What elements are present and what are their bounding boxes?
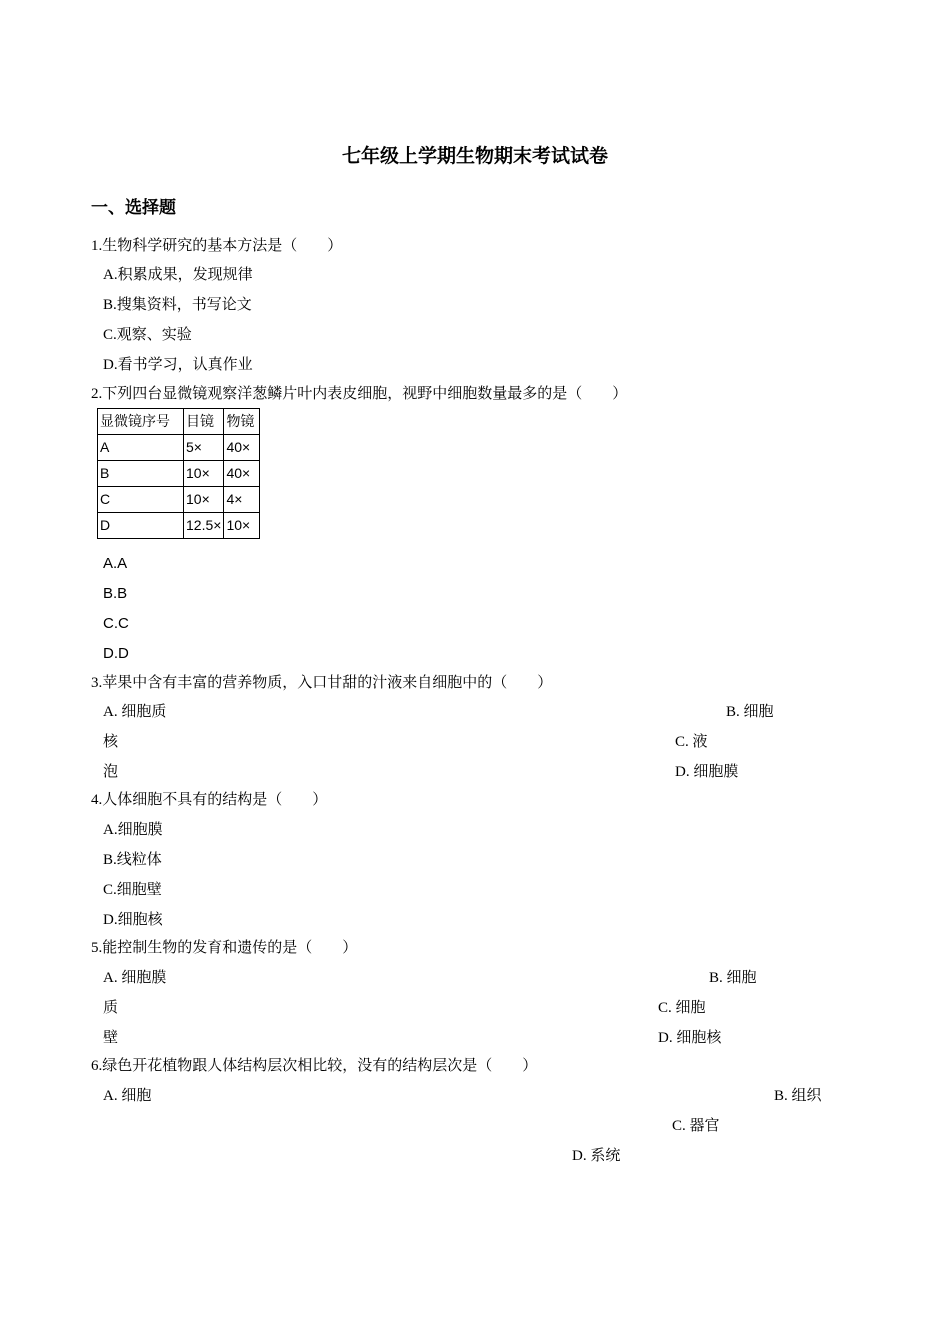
question-1-option-c: C.观察、实验 [103,327,192,343]
question-4-option-c: C.细胞壁 [103,882,162,898]
table-cell: 10× [184,487,224,513]
table-cell: 12.5× [184,513,224,539]
table-cell: 40× [224,461,260,487]
question-2-stem: 2.下列四台显微镜观察洋葱鳞片叶内表皮细胞，视野中细胞数量最多的是（ ） [91,386,628,402]
table-row [98,487,260,513]
table-row [98,461,260,487]
question-4-option-b: B.线粒体 [103,852,162,868]
question-2-option-b: B.B [103,585,128,602]
table-cell: 10× [184,461,224,487]
question-3-stem: 3.苹果中含有丰富的营养物质，入口甘甜的汁液来自细胞中的（ ） [91,675,553,691]
question-6-stem: 6.绿色开花植物跟人体结构层次相比较，没有的结构层次是（ ） [91,1058,538,1074]
table-row [98,435,260,461]
question-1-stem: 1.生物科学研究的基本方法是（ ） [91,238,343,254]
question-1-option-b: B.搜集资料，书写论文 [103,297,252,313]
table-cell: C [98,487,184,513]
table-header-cell: 显微镜序号 [98,409,184,435]
question-2-option-a: A.A [103,555,128,572]
question-3-option-a: A. 细胞质 [103,704,167,720]
table-header-cell: 物镜 [224,409,260,435]
question-1-option-a: A.积累成果，发现规律 [103,267,253,283]
question-6-option-c: C. 器官 [672,1118,720,1134]
question-4-option-d: D.细胞核 [103,912,163,928]
question-3-option-b: B. 细胞 [726,704,774,720]
question-5-option-c-wrap: 壁 [103,1030,119,1046]
table-header-row [98,409,260,435]
question-5-option-d: D. 细胞核 [658,1030,722,1046]
table-cell: 40× [224,435,260,461]
table-cell: 4× [224,487,260,513]
table-header-cell: 目镜 [184,409,224,435]
table-cell: 5× [184,435,224,461]
question-5-option-b: B. 细胞 [709,970,757,986]
microscope-table [97,408,260,539]
question-4-stem: 4.人体细胞不具有的结构是（ ） [91,792,328,808]
page-title: 七年级上学期生物期末考试试卷 [341,146,608,167]
table-row [98,513,260,539]
question-3-option-c-wrap: 泡 [103,764,119,780]
table-cell: 10× [224,513,260,539]
question-5-option-c: C. 细胞 [658,1000,706,1016]
table-cell: B [98,461,184,487]
question-3-option-d: D. 细胞膜 [675,764,739,780]
question-2-option-d: D.D [103,645,129,662]
question-5-option-b-wrap: 质 [103,1000,119,1016]
question-3-option-c: C. 液 [675,734,708,750]
question-1-option-d: D.看书学习，认真作业 [103,357,253,373]
table-cell: A [98,435,184,461]
question-5-option-a: A. 细胞膜 [103,970,167,986]
table-cell: D [98,513,184,539]
question-3-option-b-wrap: 核 [103,734,119,750]
question-6-option-a: A. 细胞 [103,1088,152,1104]
question-4-option-a: A.细胞膜 [103,822,163,838]
question-5-stem: 5.能控制生物的发育和遗传的是（ ） [91,940,358,956]
section-heading: 一、选择题 [91,198,176,217]
question-2-option-c: C.C [103,615,129,632]
question-6-option-b: B. 组织 [774,1088,822,1104]
question-6-option-d: D. 系统 [572,1148,621,1164]
